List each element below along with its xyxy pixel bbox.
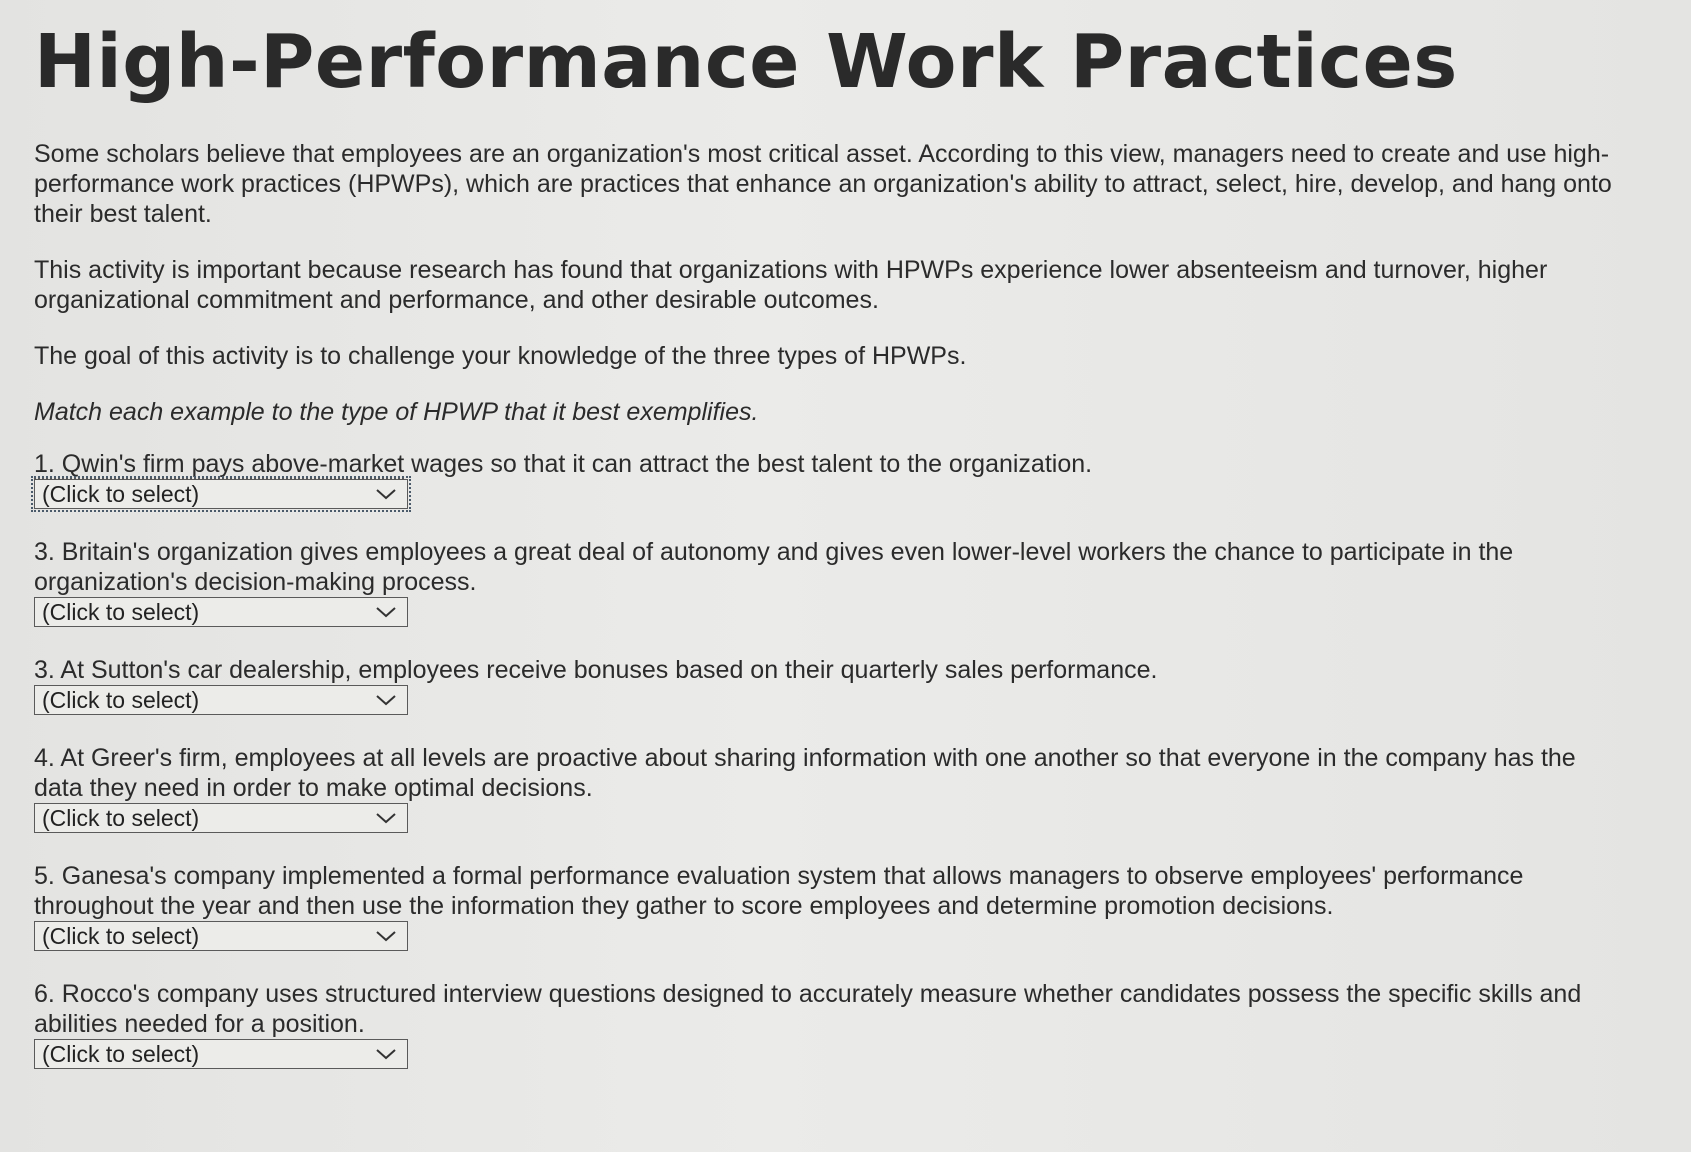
question-text-rest: wages so that it can attract the best talent to the organization. (404, 450, 1093, 479)
dropdown-value: (Click to select) (42, 1040, 200, 1067)
answer-dropdown[interactable] (34, 479, 408, 509)
chevron-down-icon (375, 693, 397, 707)
question-text (34, 449, 1651, 479)
question-item (34, 537, 1651, 627)
question-text: 6. Rocco's company uses structured interview questions designed to accurately measure whether candidates possess the specific skills and abilities needed for a position. (34, 980, 1582, 1039)
intro-paragraph: Some scholars believe that employees are an organization's most critical asset. According to this view, managers need to create and use high-performance work practices (HPWPs), which are practices that enhance an organization's ability to attract, select, hire, develop, and hang onto their best talent. (34, 140, 1612, 229)
question-item (34, 743, 1651, 833)
answer-dropdown[interactable] (34, 1039, 408, 1069)
dropdown-value: (Click to select) (42, 686, 200, 713)
dropdown-value: (Click to select) (42, 804, 200, 831)
question-item (34, 449, 1651, 509)
dropdown-value: (Click to select) (42, 922, 200, 949)
answer-dropdown[interactable] (34, 921, 408, 951)
answer-dropdown[interactable] (34, 803, 408, 833)
question-text: 3. At Sutton's car dealership, employees receive bonuses based on their quarterly sales performance. (34, 656, 1158, 685)
question-text: 5. Ganesa's company implemented a formal performance evaluation system that allows managers to observe employees' performance throughout the year and then use the information they gather to score employees and determine promotion decisions. (34, 862, 1524, 921)
chevron-down-icon (375, 605, 397, 619)
chevron-down-icon (375, 487, 397, 501)
dropdown-value: (Click to select) (42, 480, 200, 507)
dropdown-value: (Click to select) (42, 598, 200, 625)
question-item (34, 979, 1651, 1069)
instructions: Match each example to the type of HPWP that it best exemplifies. (34, 398, 759, 427)
question-item (34, 655, 1651, 715)
intro-paragraph: This activity is important because research has found that organizations with HPWPs experience lower absenteeism and turnover, higher organizational commitment and performance, and other desirable outcomes. (34, 256, 1548, 315)
answer-dropdown[interactable] (34, 685, 408, 715)
question-item (34, 861, 1651, 951)
chevron-down-icon (375, 811, 397, 825)
question-list (34, 449, 1651, 1069)
intro-paragraph: The goal of this activity is to challenge your knowledge of the three types of HPWPs. (34, 342, 967, 371)
question-text: 4. At Greer's firm, employees at all levels are proactive about sharing information with one another so that everyone in the company has the data they need in order to make optimal decisions. (34, 744, 1576, 803)
answer-dropdown[interactable] (34, 597, 408, 627)
question-text-highlight: 1. Qwin's firm pays above-market (34, 450, 405, 479)
page-title: High-Performance Work Practices (34, 19, 1458, 105)
chevron-down-icon (375, 929, 397, 943)
question-text: 3. Britain's organization gives employees a great deal of autonomy and gives even lower-level workers the chance to participate in the organization's decision-making process. (34, 538, 1514, 597)
chevron-down-icon (375, 1047, 397, 1061)
